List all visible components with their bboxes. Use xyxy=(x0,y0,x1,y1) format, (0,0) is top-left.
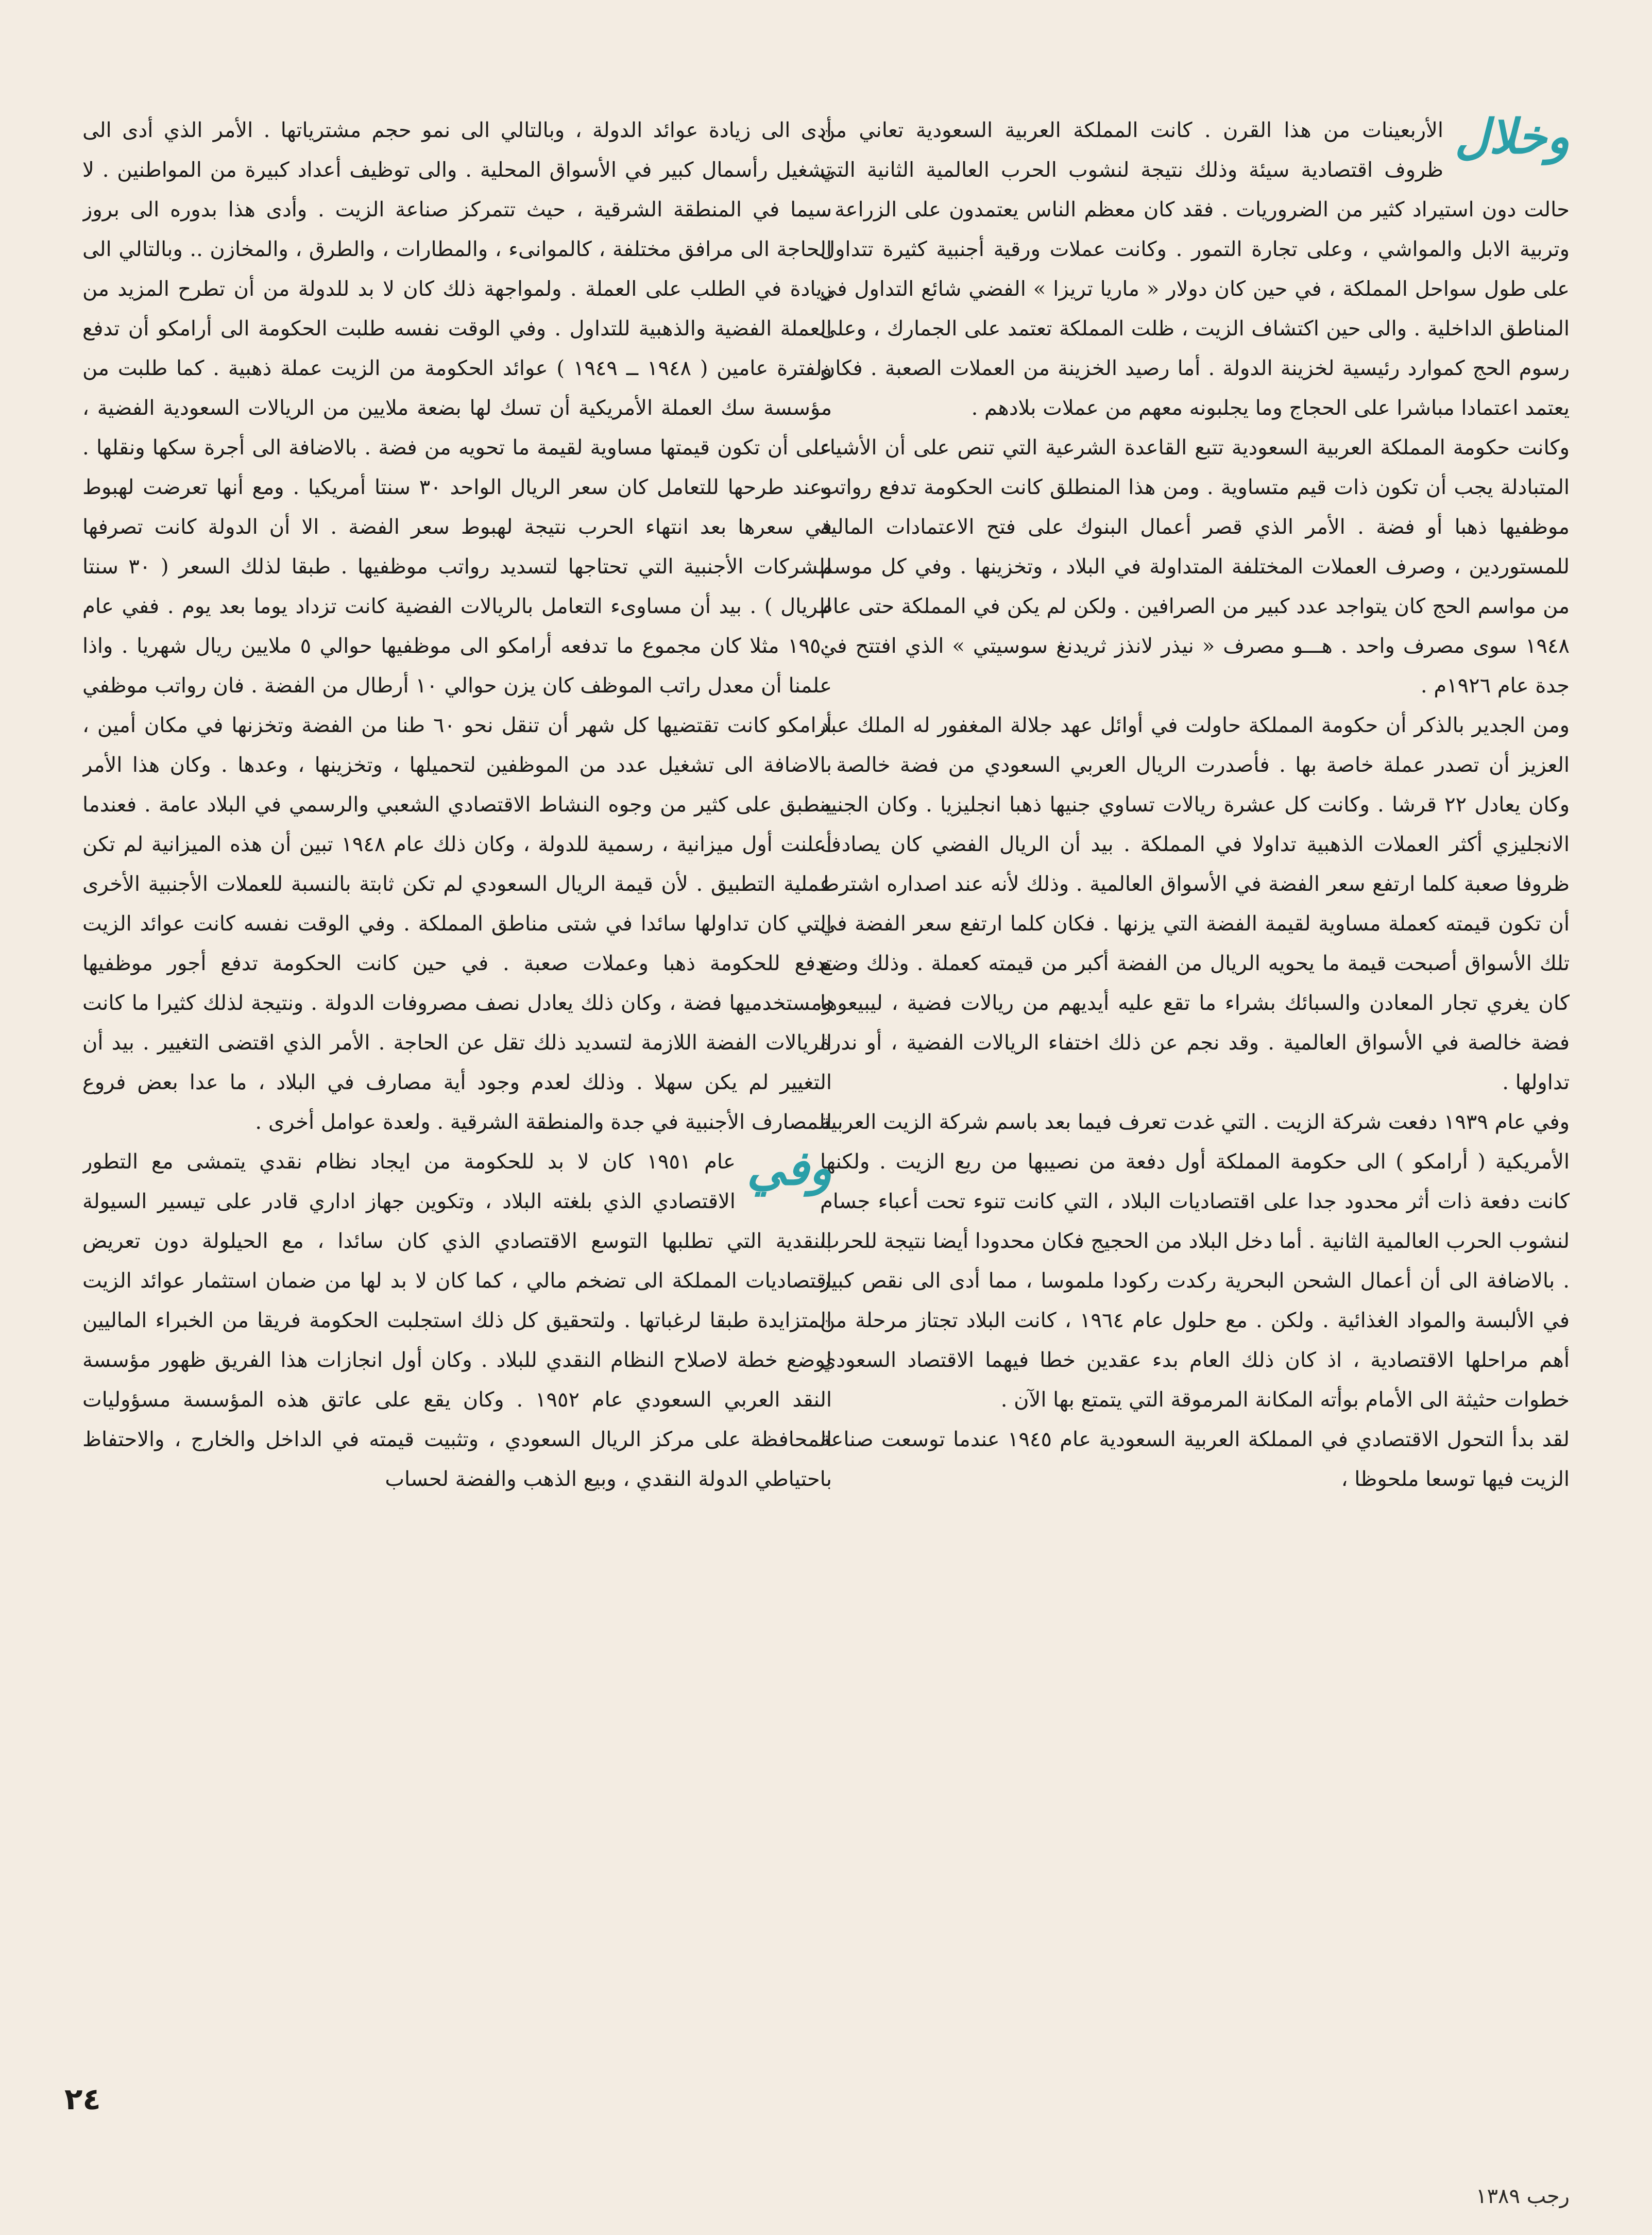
paragraph xyxy=(820,111,1570,428)
decorative-dropword: وفي xyxy=(746,1140,832,1196)
paragraph: أدى الى زيادة عوائد الدولة ، وبالتالي الى نمو حجم مشترياتها . الأمر الذي أدى الى تشغيل رأسمال كبير في الأسواق المحلية . والى توظيف أعداد كبيرة من المواطنين . لا سيما في المنطقة الشرقية ، حيث تتمركز صناعة الزيت . وأدى هذا بدوره الى بروز الحاجة الى مرافق مختلفة ، كالموانىء ، والمطارات ، والطرق ، والمخازن .. وبالتالي الى زيادة في الطلب على العملة . ولمواجهة ذلك كان لا بد للدولة من أن تطرح المزيد من العملة الفضية والذهبية للتداول . وفي الوقت نفسه طلبت الحكومة الى أرامكو أن تدفع ولفترة عامين ( ١٩٤٨ ــ ١٩٤٩ ) عوائد الحكومة من الزيت عملة ذهبية . كما طلبت من مؤسسة سك العملة الأمريكية أن تسك لها بضعة ملايين من الريالات السعودية الفضية ، على أن تكون قيمتها مساوية لقيمة ما تحويه من فضة . بالاضافة الى أجرة سكها ونقلها . وعند طرحها للتعامل كان سعر الريال الواحد ٣٠ سنتا أمريكيا . ومع أنها تعرضت لهبوط في سعرها بعد انتهاء الحرب نتيجة لهبوط سعر الفضة . الا أن الدولة كانت تصرفها للشركات الأجنبية التي تحتاجها لتسديد رواتب موظفيها . طبقا لذلك السعر ( ٣٠ سنتا للريال ) . بيد أن مساوىء التعامل بالريالات الفضية كانت تزداد يوما بعد يوم . ففي عام ١٩٥٠ مثلا كان مجموع ما تدفعه أرامكو الى موظفيها حوالي ٥ ملايين ريال شهريا . واذا علمنا أن معدل راتب الموظف كان يزن حوالي ١٠ أرطال من الفضة . فان رواتب موظفي أرامكو كانت تقتضيها كل شهر أن تنقل نحو ٦٠ طنا من الفضة وتخزنها في مكان أمين ، بالاضافة الى تشغيل عدد من الموظفين لتحميلها ، وتخزينها ، وعدها . وكان هذا الأمر ينطبق على كثير من وجوه النشاط الاقتصادي الشعبي والرسمي في البلاد عامة . فعندما أعلنت أول ميزانية ، رسمية للدولة ، وكان ذلك عام ١٩٤٨ تبين أن هذه الميزانية لم تكن عملية التطبيق . لأن قيمة الريال السعودي لم تكن ثابتة بالنسبة للعملات الأجنبية الأخرى التي كان تداولها سائدا في شتى مناطق المملكة . وفي الوقت نفسه كانت عوائد الزيت تدفع للحكومة ذهبا وعملات صعبة . في حين كانت الحكومة تدفع أجور موظفيها ومستخدميها فضة ، وكان ذلك يعادل نصف مصروفات الدولة . ونتيجة لذلك كثيرا ما كانت الريالات الفضة اللازمة لتسديد ذلك تقل عن الحاجة . الأمر الذي اقتضى التغيير . بيد أن التغيير لم يكن سهلا . وذلك لعدم وجود أية مصارف في البلاد ، ما عدا بعض فروع للمصارف الأجنبية في جدة والمنطقة الشرقية . ولعدة عوامل أخرى . xyxy=(82,118,832,1134)
right-text-column xyxy=(820,111,1570,2069)
paragraph-text: الأربعينات من هذا القرن . كانت المملكة العربية السعودية تعاني من ظروف اقتصادية سيئة وذلك نتيجة لنشوب الحرب العالمية الثانية التي حالت دون استيراد كثير من الضروريات . فقد كان معظم الناس يعتمدون على الزراعة ، وتربية الابل والمواشي ، وعلى تجارة التمور . وكانت عملات ورقية أجنبية كثيرة تتداول على طول سواحل المملكة ، في حين كان دولار « ماريا تريزا » الفضي شائع التداول في المناطق الداخلية . والى حين اكتشاف الزيت ، ظلت المملكة تعتمد على الجمارك ، وعلى رسوم الحج كموارد رئيسية لخزينة الدولة . أما رصيد الخزينة من العملات الصعبة . فكان يعتمد اعتمادا مباشرا على الحجاج وما يجلبونه معهم من عملات بلادهم . xyxy=(820,118,1570,420)
paragraph: وكانت حكومة المملكة العربية السعودية تتبع القاعدة الشرعية التي تنص على أن الأشياء المتبادلة يجب أن تكون ذات قيم متساوية . ومن هذا المنطلق كانت الحكومة تدفع رواتب موظفيها ذهبا أو فضة . الأمر الذي قصر أعمال البنوك على فتح الاعتمادات المالية للمستوردين ، وصرف العملات المختلفة المتداولة في البلاد ، وتخزينها . وفي كل موسم من مواسم الحج كان يتواجد عدد كبير من الصرافين . ولكن لم يكن في المملكة حتى عام ١٩٤٨ سوى مصرف واحد . هـــو مصرف « نيذر لانذز ثريدنغ سوسيتي » الذي افتتح في جدة عام ١٩٢٦م . xyxy=(820,436,1570,698)
paragraph-text: عام ١٩٥١ كان لا بد للحكومة من ايجاد نظام نقدي يتمشى مع التطور الاقتصادي الذي بلغته البلاد ، وتكوين جهاز اداري قادر على تيسير السيولة النقدية التي تطلبها التوسع الاقتصادي الذي كان سائدا ، مع الحيلولة دون تعريض اقتصاديات المملكة الى تضخم مالي ، كما كان لا بد لها من ضمان استثمار عوائد الزيت المتزايدة طبقا لرغباتها . ولتحقيق كل ذلك استجلبت الحكومة فريقا من الخبراء الماليين لوضع خطة لاصلاح النظام النقدي للبلاد . وكان أول انجازات هذا الفريق ظهور مؤسسة النقد العربي السعودي عام ١٩٥٢ . وكان يقع على عاتق هذه المؤسسة مسؤوليات المحافظة على مركز الريال السعودي ، وتثبيت قيمته في الداخل والخارج ، والاحتفاظ باحتياطي الدولة النقدي ، وبيع الذهب والفضة لحساب xyxy=(82,1150,832,1491)
page-number: ٢٤ xyxy=(64,2081,101,2117)
paragraph xyxy=(82,1142,832,1499)
left-text-column xyxy=(82,111,832,2069)
paragraph: وفي عام ١٩٣٩ دفعت شركة الزيت . التي غدت تعرف فيما بعد باسم شركة الزيت العربية الأمريكية ( أرامكو ) الى حكومة المملكة أول دفعة من نصيبها من ريع الزيت . ولكنها كانت دفعة ذات أثر محدود جدا على اقتصاديات البلاد ، التي كانت تنوء تحت أعباء جسام لنشوب الحرب العالمية الثانية . أما دخل البلاد من الحجيج فكان محدودا أيضا نتيجة للحرب . بالاضافة الى أن أعمال الشحن البحرية ركدت ركودا ملموسا ، مما أدى الى نقص كبير في الألبسة والمواد الغذائية . ولكن . مع حلول عام ١٩٦٤ ، كانت البلاد تجتاز مرحلة من أهم مراحلها الاقتصادية ، اذ كان ذلك العام بدء عقدين خطا فيهما الاقتصاد السعودي خطوات حثيثة الى الأمام بوأته المكانة المرموقة التي يتمتع بها الآن . xyxy=(820,1110,1570,1412)
issue-date: رجب ١٣٨٩ xyxy=(1476,2185,1570,2208)
decorative-dropword: وخلال xyxy=(1454,111,1570,164)
paragraph: لقد بدأ التحول الاقتصادي في المملكة العربية السعودية عام ١٩٤٥ عندما توسعت صناعة الزيت فيها توسعا ملحوظا ، xyxy=(820,1428,1570,1491)
paragraph: ومن الجدير بالذكر أن حكومة المملكة حاولت في أوائل عهد جلالة المغفور له الملك عبد العزيز أن تصدر عملة خاصة بها . فأصدرت الريال العربي السعودي من فضة خالصة . وكان يعادل ٢٢ قرشا . وكانت كل عشرة ريالات تساوي جنيها ذهبا انجليزيا . وكان الجنيه الانجليزي أكثر العملات الذهبية تداولا في المملكة . بيد أن الريال الفضي كان يصادف ظروفا صعبة كلما ارتفع سعر الفضة في الأسواق العالمية . وذلك لأنه عند اصداره اشترط أن تكون قيمته كعملة مساوية لقيمة الفضة التي يزنها . فكان كلما ارتفع سعر الفضة في تلك الأسواق أصبحت قيمة ما يحويه الريال من الفضة أكبر من قيمته كعملة . وذلك وضع كان يغري تجار المعادن والسبائك بشراء ما تقع عليه أيديهم من ريالات فضية ، ليبيعوها فضة خالصة في الأسواق العالمية . وقد نجم عن ذلك اختفاء الريالات الفضية ، أو ندرة تداولها . xyxy=(820,714,1570,1094)
